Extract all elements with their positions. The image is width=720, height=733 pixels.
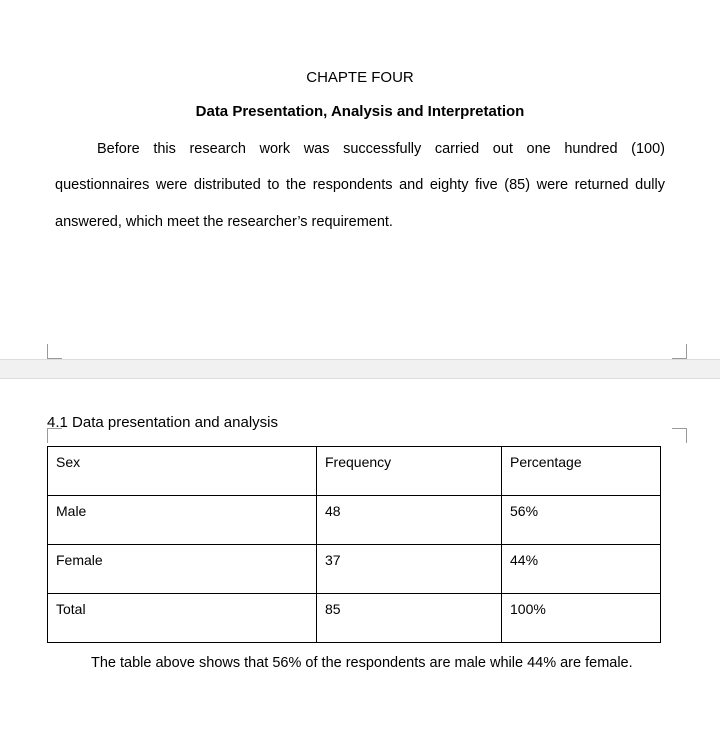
table-cell-percentage: 56% <box>502 496 661 545</box>
table-row <box>48 545 661 594</box>
crop-mark-bottom-right-icon <box>672 344 687 359</box>
table-cell-sex: Female <box>48 545 317 594</box>
table-row <box>48 594 661 643</box>
table-header-cell-frequency: Frequency <box>317 447 502 496</box>
table-header-row <box>48 447 661 496</box>
page-separator <box>0 359 720 379</box>
crop-mark-top-right-icon <box>672 428 687 443</box>
table-header-cell-sex: Sex <box>48 447 317 496</box>
table-caption: The table above shows that 56% of the respondents are male while 44% are female. <box>91 655 633 671</box>
data-table <box>47 446 661 643</box>
crop-mark-bottom-left-icon <box>47 344 62 359</box>
table-cell-frequency: 48 <box>317 496 502 545</box>
document-page-two <box>0 414 720 733</box>
page-title: CHAPTE FOUR <box>306 69 414 86</box>
crop-mark-top-left-icon <box>47 428 62 443</box>
table-cell-sex: Total <box>48 594 317 643</box>
table-cell-frequency: 37 <box>317 545 502 594</box>
document-page-one <box>0 69 720 359</box>
table-cell-sex: Male <box>48 496 317 545</box>
intro-paragraph: Before this research work was successfully carried out one hundred (100) questionnaires were distributed to the respondents and eighty five (85) were returned dully answered, which meet the researcher’s requirement. <box>55 141 665 230</box>
table-cell-percentage: 44% <box>502 545 661 594</box>
section-heading: 4.1 Data presentation and analysis <box>47 414 278 431</box>
page-subtitle: Data Presentation, Analysis and Interpretation <box>195 103 525 120</box>
table-cell-percentage: 100% <box>502 594 661 643</box>
table-cell-frequency: 85 <box>317 594 502 643</box>
table-row <box>48 496 661 545</box>
table-header-cell-percentage: Percentage <box>502 447 661 496</box>
